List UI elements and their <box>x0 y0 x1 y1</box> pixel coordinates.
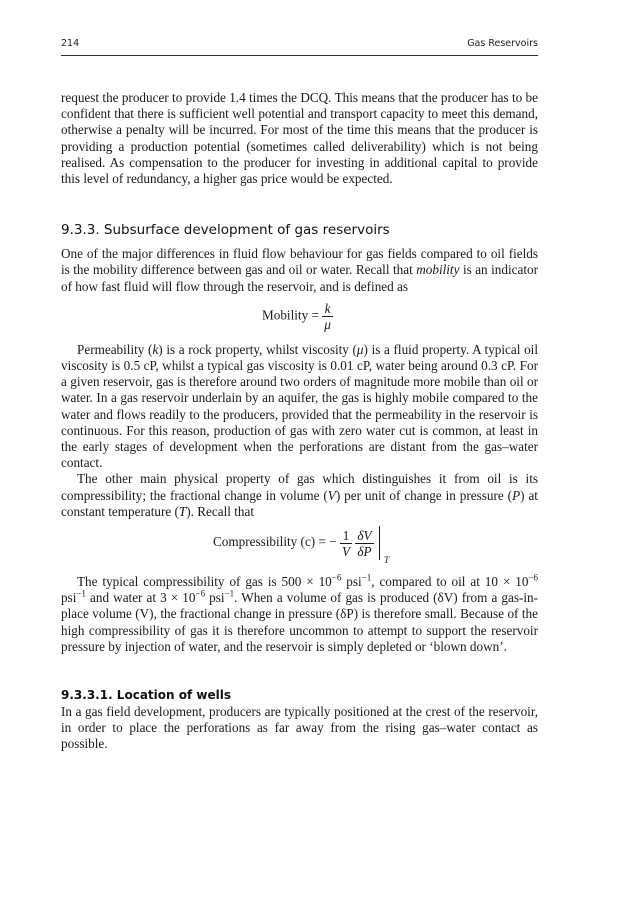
equation-mobility-label: Mobility = <box>262 307 319 323</box>
header-rule <box>61 55 538 56</box>
paragraph-compressibility: The other main physical property of gas which distinguishes it from oil is its compressibility; the fractional change in volume (V) per unit of change in pressure (P) at constant temperature (T). Recall that <box>61 471 538 519</box>
paragraph-location-of-wells: In a gas field development, producers are typically positioned at the crest of the reservoir, in order to place the perforations as far away from the rising gas–water contact as possible. <box>61 704 538 752</box>
page-number: 214 <box>61 38 80 49</box>
term-mobility: mobility <box>416 262 460 278</box>
paragraph-intro: request the producer to provide 1.4 times the DCQ. This means that the producer has to be confident that there is sufficient well potential and transport capacity to meet this demand, otherwise a penalty will be incurred. For most of the time this means that the producer is providing a production potential (sometimes called deliverability) which is not being realised. As compensation to the producer for investing in additional capital to provide this level of redundancy, a higher gas price would be expected. <box>61 90 538 187</box>
equation-compressibility <box>213 526 538 570</box>
running-header <box>61 38 538 52</box>
evaluation-bar: T <box>379 526 384 560</box>
paragraph-typical-compressibility: The typical compressibility of gas is $500 \times 10^{-6}$ psi$^{-1}$, compared to oil at $10 \times 10^{-6}$ psi$^{-1}$ and water at $3 \times 10^{-6}$ psi$^{-1}$. When a volume of gas is produced (δV) from a gas-in-place volume (V), the fractional change in pressure (δP) is therefore small. Because of the high compressibility of gas it is therefore uncommon to attempt to support the reservoir pressure by injection of water, and the reservoir is simply depleted or ‘blown down’. <box>61 572 539 654</box>
fraction-dv-dp: $\frac{\delta V}{\delta P}$ <box>357 527 372 559</box>
paragraph-permeability: Permeability (k) is a rock property, whilst viscosity (μ) is a fluid property. A typical oil viscosity is 0.5 cP, whilst a typical gas viscosity is 0.01 cP, water being around 0.3 cP. For a given reservoir, gas is therefore around two orders of magnitude more mobile than oil or water. In a gas reservoir underlain by an aquifer, the gas is highly mobile compared to the water and flows readily to the producers, provided that the permeability in the reservoir is continuous. For this reason, production of gas with zero water cut is common, at least in the early stages of development when the perforations are distant from the gas–water contact. <box>61 341 538 471</box>
section-heading: 9.3.3. Subsurface development of gas reservoirs <box>61 222 390 239</box>
page <box>61 38 538 753</box>
subsection-heading: 9.3.3.1. Location of wells <box>61 688 231 703</box>
fraction-one-over-v: $\frac{1}{V}$ <box>341 527 351 559</box>
running-title: Gas Reservoirs <box>467 38 538 49</box>
equation-compressibility-label: Compressibility (c) = − <box>213 534 337 550</box>
fraction-k-mu: $\frac{k}{\mu}$ <box>324 300 331 332</box>
paragraph-mobility: One of the major differences in fluid flow behaviour for gas fields compared to oil fields is the mobility difference between gas and oil or water. Recall that mobility is an indicator of how fast fluid will flow through the reservoir, and is defined as <box>61 246 538 294</box>
equation-mobility <box>262 301 538 332</box>
